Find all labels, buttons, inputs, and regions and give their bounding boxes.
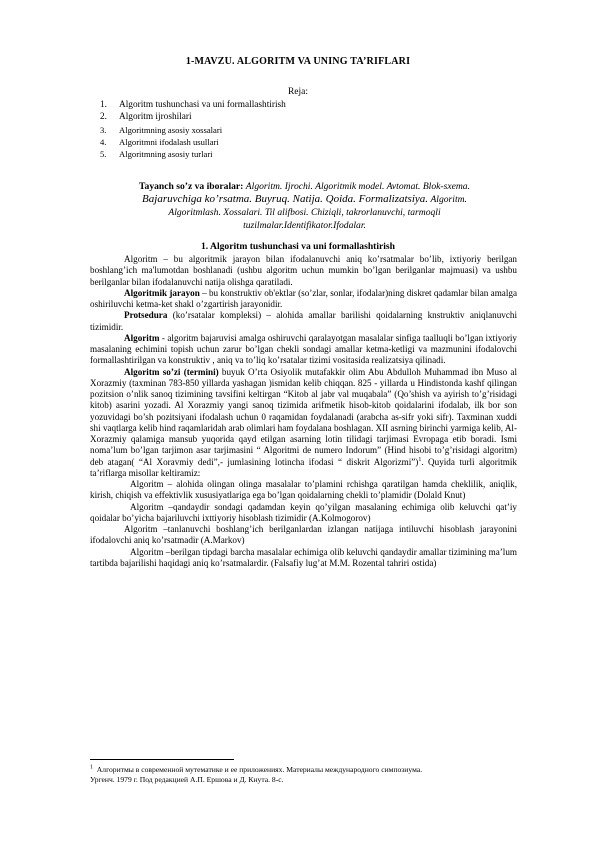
- plan-list: [100, 99, 286, 161]
- footnote-divider: [90, 759, 234, 760]
- definition-paragraph: Algoritm –tanlanuvchi boshlang’ich berilganlardan izlangan natijaga intiluvchi hisoblash jarayonini ifodalovchi aniq ko’rsatmadir (A.Markov): [90, 524, 517, 546]
- keywords-line-4: tuzilmalar.Identifikator.Ifodalar.: [243, 220, 366, 231]
- plan-item: [100, 148, 286, 160]
- plan-item-number: 2.: [100, 112, 107, 123]
- plan-item-text: Algoritm tushunchasi va uni formallashtirish: [119, 100, 286, 110]
- plan-item-number: 5.: [100, 149, 107, 160]
- term: Protsedura: [124, 310, 168, 321]
- paragraph: [90, 288, 517, 311]
- plan-item-text: Algoritmni ifodalash usullari: [119, 137, 219, 148]
- plan-item: [100, 124, 286, 136]
- definition-paragraph: Algoritm –berilgan tipdagi barcha masalalar echimiga olib keluvchi qandaydir amallar tizimining ma’lum tartibda bajarilishi haqidagi aniq ko’rsatmalardir. (Falsafiy lug’at M.M. Rozental tahriri ostida): [90, 546, 517, 568]
- paragraph-text: - algoritm bajaruvisi amalga oshiruvchi qaralayotgan masalalar sinfiga taalluqli bo’lgan ixtiyoriy masalaning echimini topish uchun zarur bo’lgan chekli sondagi amallar ketma-ketligi va mazmunini ifodalovchi formallashtirilgan va konstruktiv , aniq va to’liq ko’rsatalar tizimi vositasida realizatsiya qilinadi.: [90, 332, 517, 366]
- term: Algoritmik jarayon: [124, 287, 200, 298]
- footnote-ref: 1: [418, 456, 422, 463]
- keywords-block: [112, 180, 497, 232]
- plan-item-number: 4.: [100, 137, 107, 148]
- paragraph-text: – bu konstruktiv ob'ektlar (so’zlar, sonlar, ifodalar)ning diskret qadamlar bilan amalga oshiriluvchi ketma-ket shakl o’zgartirish jarayonidir.: [90, 287, 517, 309]
- keywords-text: Algoritm.: [430, 194, 467, 205]
- plan-item-text: Algoritmning asosiy turlari: [119, 149, 213, 160]
- keywords-line-3: Algoritmlash. Xossalari. Til alifbosi. Chiziqli, takrorlanuvchi, tarmoqli: [168, 207, 441, 218]
- page-title: 1-MAVZU. ALGORITM VA UNING TA’RIFLARI: [185, 56, 411, 67]
- paragraph: [90, 367, 517, 480]
- keywords-line-2: [112, 193, 497, 206]
- keywords-line-1: [112, 180, 497, 193]
- paragraph-text: (ko’rsatalar kompleksi) – alohida amallar barilishi qoidalarning knstruktiv aniqlanuvchi tizimidir.: [90, 310, 517, 332]
- footnote: [90, 765, 520, 786]
- definition-paragraph: Algoritm – alohida olingan olinga masalalar to’plamini rchishga qaratilgan hamda cheklilik, aniqlik, kirish, chiqish va effektivlik xususiyatlariga ega bo’lgan qoidalarning chekli to’plamidir (Dolald Knut): [90, 479, 517, 501]
- paragraph-text: . Quyida turli algoritmik ta’riflarga misollar keltiramiz:: [90, 456, 517, 478]
- plan-item: [100, 99, 286, 111]
- keywords-text: Algoritm. Ijrochi. Algoritmik model. Avtomat. Blok-sxema.: [245, 181, 470, 192]
- plan-item-text: Algoritm ijroshilari: [119, 112, 192, 123]
- plan-item-number: 3.: [100, 124, 107, 135]
- definition-paragraph: Algoritm –qandaydir sondagi qadamdan keyin qo’yilgan masalaning echimiga olib keluvchi qat’iy qoidalar bo’yicha bajariluvchi ixttiyoriy hisoblash tizimidir (A.Kolmogorov): [90, 501, 517, 523]
- section-title: 1. Algoritm tushunchasi va uni formallashtirish: [200, 241, 396, 252]
- footnote-line-1: [90, 765, 520, 775]
- section-body: [90, 254, 517, 569]
- footnote-mark: 1: [90, 764, 93, 771]
- paragraph: [90, 333, 517, 367]
- paragraph-text: buyuk O’rta Osiyolik mutafakkir olim Abu Abdulloh Muhammad ibn Muso al Xorazmiy (taxminan 783-850 yillarda yashagan )ismidan kelib chiqqan. 825 - yillarda u Hindistonda kashf qilingan pozitsion o’nlik sanoq tizimining tavsifini keltirgan “Kitob al jabr val muqabala” (Qo’shish va ayirish to’g’risidagi kitob) asarini yozadi. Al Xorazmiy yangi sanoq tizimida arifmetik hisob-kitob qoidalarini ifodalab, ilk bor son yozuvidagi bo’sh pozitsiyani ifodalash uchun 0 raqamidan foydalanadi (arabcha as-sifr yoki sifr). Taxminan xuddi shi vaqtlarga kelib hind raqamlaridah arab olimlari ham foydalana boshlagan. XII asrning birinchi yarmiga kelib, Al-Xorazmiy qalamiga mansub yuqorida qayd etilgan asarning lotin tilidagi tarjimasi Evropaga etib boradi. Ismi noma’lum bo’lgan tarjimon asar tarjimasini “ Algoritmi de numero Indorum” (Hind hisobi to’g’risidagi algoritm) deb atagan( “Al Xoravmiy dedi”,- jumlasining lotincha ifodasi “ diskrit Algorizmi”): [90, 366, 517, 467]
- plan-item-text: Algoritmning asosiy xossalari: [119, 124, 223, 135]
- plan-item: [100, 136, 286, 148]
- term: Algoritm so’zi (termini): [124, 366, 219, 377]
- paragraph: [90, 310, 517, 333]
- paragraph: Algoritm – bu algoritmik jarayon bilan ifodalanuvchi aniq ko’rsatmalar bo’lib, ixtiyoriy berilgan boshlang’ich ma'lumotdan boshlanadi (ushbu algoritm uchun mumkin bo’lgan berilganlar majmuasi) va ushbu berilganlar bilan ifodalanuvchi natija olishga qaratiladi.: [90, 254, 517, 287]
- plan-item-number: 1.: [100, 100, 107, 110]
- term: Algoritm: [124, 332, 160, 343]
- keywords-label: Tayanch so’z va iboralar:: [139, 181, 244, 192]
- plan-item: [100, 111, 286, 123]
- footnote-line-2: Ургенч. 1979 г. Под редакцией А.П. Ершова и Д. Кнута. 8-с.: [90, 775, 284, 785]
- footnote-text: Алгоритмы в современной мутематике и ее приложениях. Материалы международного симпозиума.: [96, 765, 423, 774]
- plan-heading: Reja:: [287, 87, 309, 97]
- keywords-text: Bajaruvchiga ko’rsatma. Buyruq. Natija. Qoida. Formalizatsiya.: [142, 193, 429, 205]
